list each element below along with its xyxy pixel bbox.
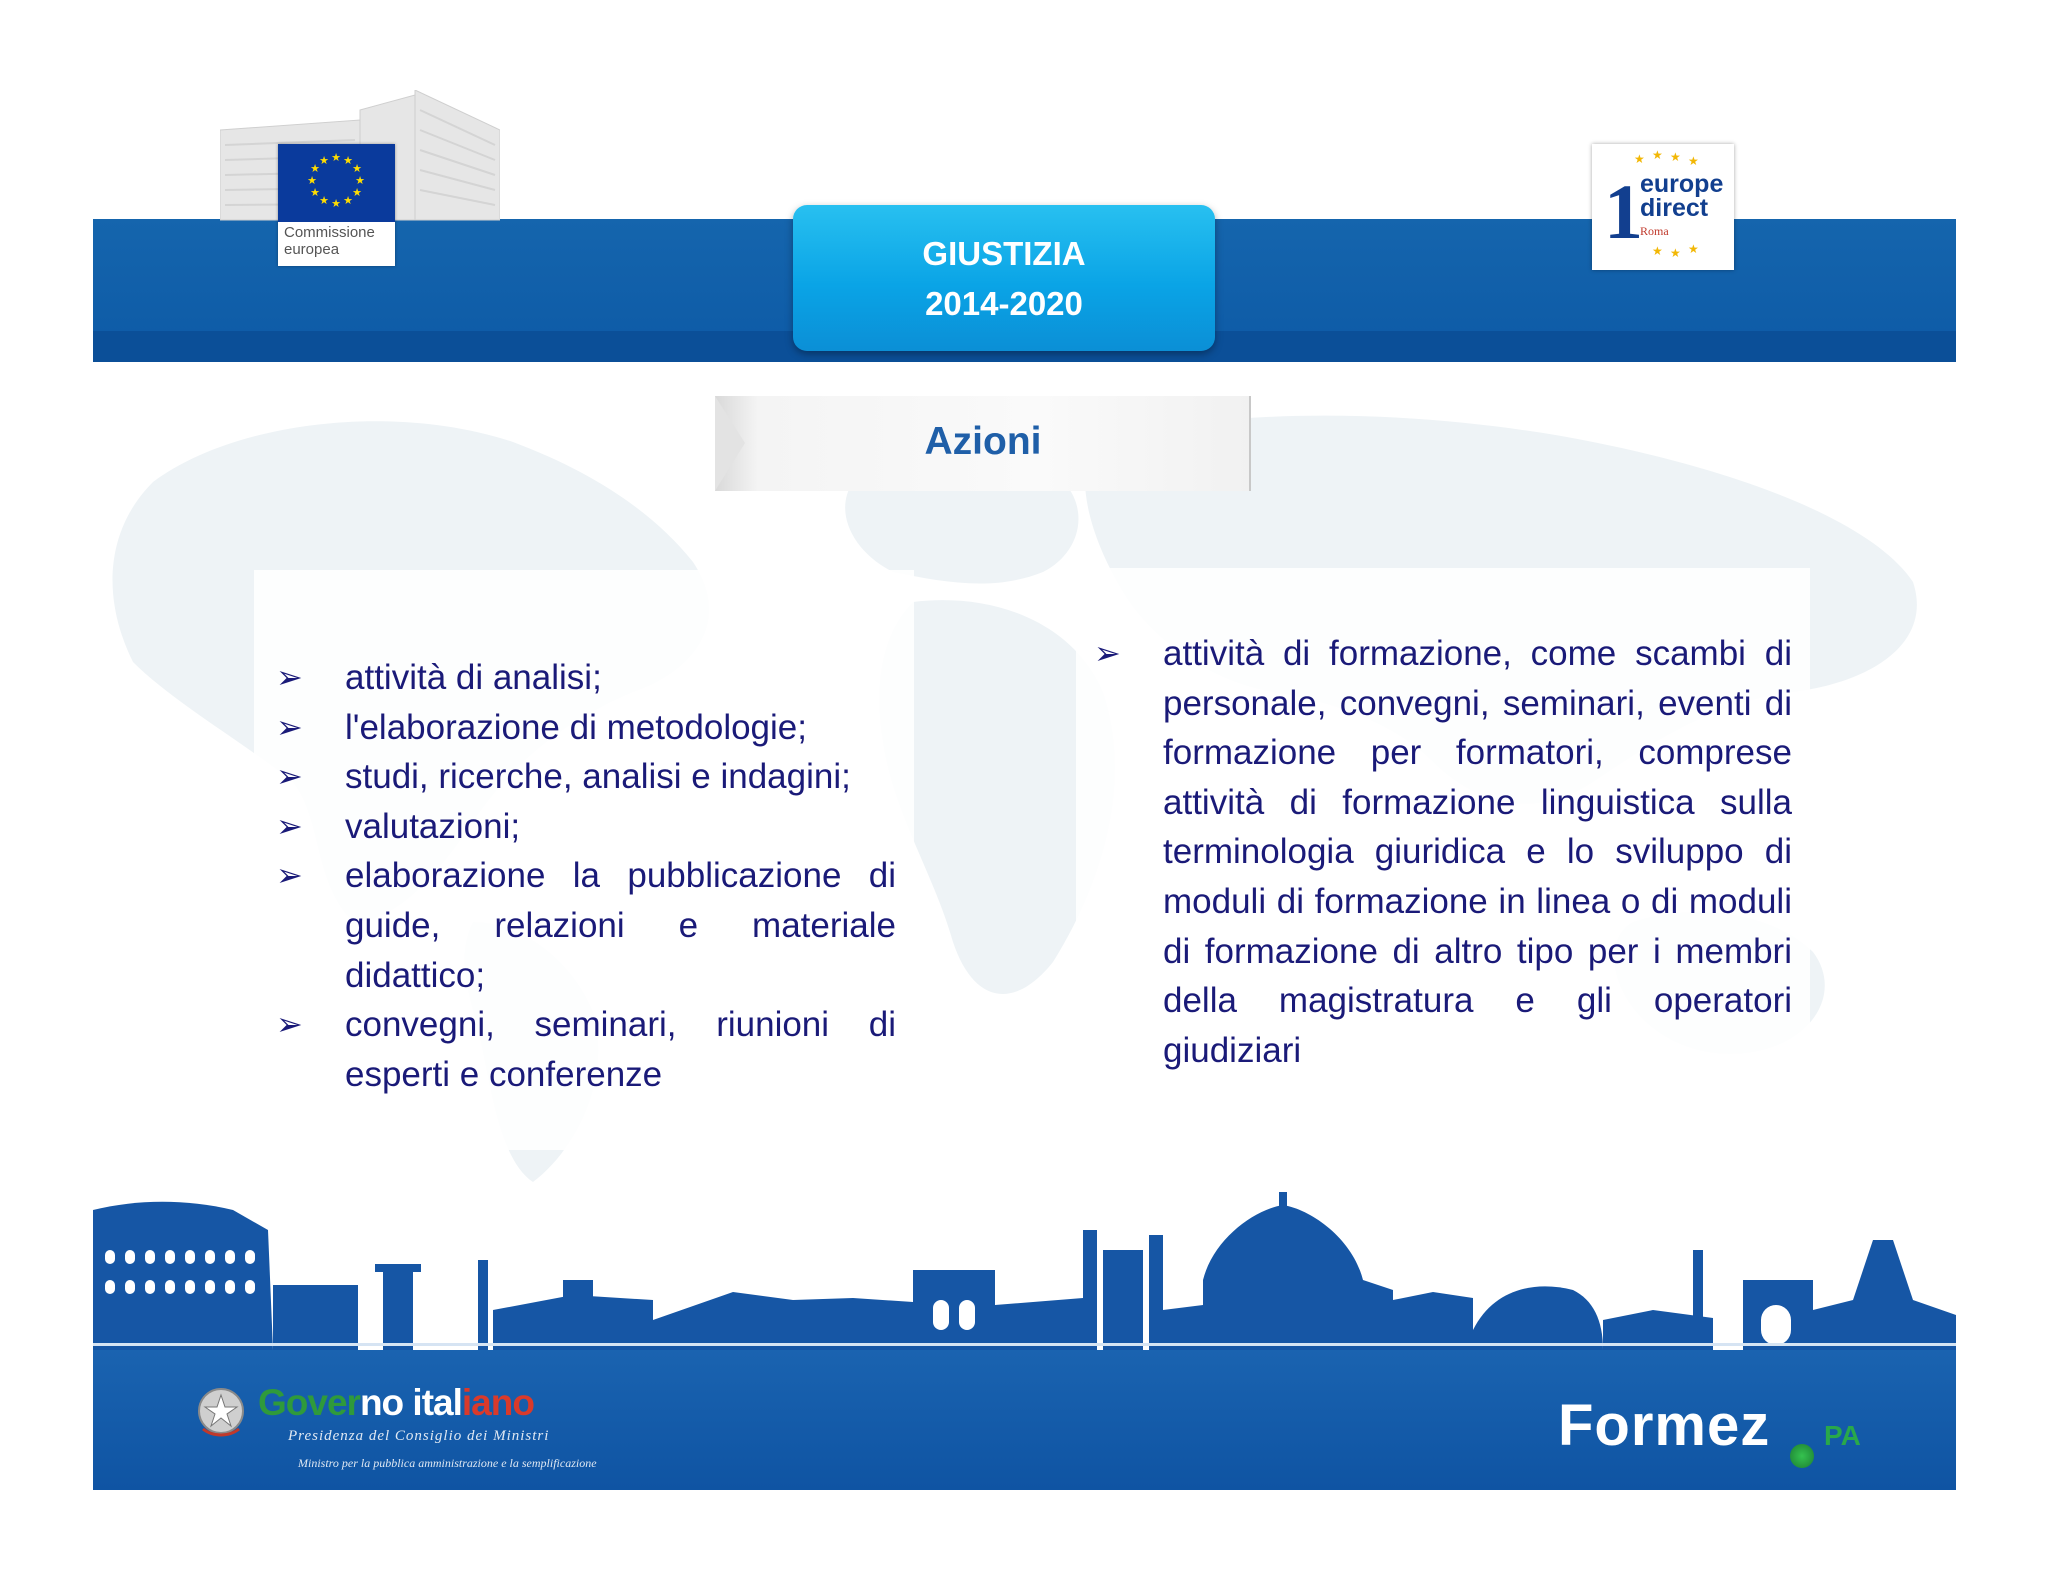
- star-icon: ★: [1652, 244, 1663, 258]
- left-action-list: [276, 653, 896, 1099]
- arrow-bullet-icon: ➢: [276, 807, 303, 844]
- europe-direct-city: Roma: [1640, 224, 1669, 238]
- star-icon: ★: [1670, 150, 1681, 164]
- title-line-1: GIUSTIZIA: [922, 235, 1086, 272]
- europe-direct-logo: [1592, 144, 1734, 270]
- list-item: [276, 703, 896, 753]
- list-item: [276, 653, 896, 703]
- arrow-bullet-icon: ➢: [1094, 635, 1121, 671]
- svg-text:★: ★: [319, 194, 329, 207]
- gov-subtitle-1: Presidenza del Consiglio dei Ministri: [288, 1428, 550, 1444]
- eu-flag-field: [278, 144, 395, 222]
- star-icon: ★: [1688, 242, 1699, 256]
- svg-text:★: ★: [310, 162, 320, 175]
- list-item: [276, 752, 896, 802]
- star-icon: ★: [1688, 154, 1699, 168]
- title-line-2: 2014-2020: [925, 285, 1083, 322]
- europe-direct-word-1: europe: [1640, 170, 1724, 198]
- europe-direct-one-glyph: 1: [1604, 168, 1643, 255]
- arrow-bullet-icon: ➢: [276, 758, 303, 795]
- gov-subtitle-2: Ministro per la pubblica amministrazione e la semplificazione: [298, 1456, 597, 1470]
- svg-text:★: ★: [319, 154, 329, 167]
- formez-logo-text: Formez: [1558, 1393, 1771, 1458]
- ec-logo-text: Commissione europea: [284, 224, 375, 258]
- arrow-bullet-icon: ➢: [276, 659, 303, 695]
- svg-text:★: ★: [352, 186, 362, 199]
- governo-italiano-logo-text: [258, 1382, 534, 1424]
- list-item: [276, 851, 896, 1000]
- svg-text:★: ★: [331, 151, 341, 164]
- section-title-tab: [715, 396, 1251, 491]
- list-item: [1094, 629, 1792, 1075]
- star-icon: ★: [1670, 246, 1681, 260]
- formez-dot-icon: [1790, 1444, 1814, 1468]
- arrow-bullet-icon: ➢: [276, 708, 303, 745]
- star-icon: ★: [1634, 152, 1645, 166]
- eu-flag-logo: [278, 144, 395, 266]
- europe-direct-word-2: direct: [1640, 194, 1709, 222]
- gov-title-green: Gover: [258, 1382, 360, 1423]
- right-action-list: [1094, 629, 1792, 1075]
- star-icon: ★: [1652, 148, 1663, 162]
- arrow-bullet-icon: ➢: [276, 1006, 303, 1043]
- svg-text:★: ★: [343, 154, 353, 167]
- list-item: [276, 1000, 896, 1099]
- list-item: [276, 802, 896, 852]
- svg-text:★: ★: [307, 174, 317, 187]
- list-item-text: elaborazione la pubblicazione di guide, relazioni e materiale didattico;: [345, 856, 896, 995]
- eu-stars-icon: [278, 144, 395, 222]
- svg-text:★: ★: [355, 174, 365, 187]
- list-item-text: valutazioni;: [345, 806, 521, 846]
- list-item-text: attività di analisi;: [345, 658, 602, 697]
- italian-republic-emblem-icon: [195, 1385, 247, 1439]
- list-item-text: studi, ricerche, analisi e indagini;: [345, 757, 851, 797]
- list-item-text: l'elaborazione di metodologie;: [345, 707, 807, 747]
- svg-text:★: ★: [343, 194, 353, 207]
- svg-text:★: ★: [331, 197, 341, 210]
- arrow-bullet-icon: ➢: [276, 857, 303, 894]
- formez-pa-text: PA: [1824, 1420, 1861, 1451]
- gov-title-red: iano: [461, 1382, 534, 1423]
- gov-title-white: no ital: [359, 1382, 462, 1423]
- list-item-text: convegni, seminari, riunioni di esperti e conferenze: [345, 1005, 896, 1094]
- section-title: Azioni: [924, 420, 1042, 463]
- footer-divider: [93, 1343, 1956, 1346]
- rome-skyline-graphic: [93, 1180, 1956, 1350]
- list-item-text: attività di formazione, come scambi di personale, convegni, seminari, eventi di formazione per formatori, comprese attività di formazione linguistica sulla terminologia giuridica e lo sviluppo di moduli di formazione in linea o di moduli di formazione di altro tipo per i membri della magistratura e gli operatori giudiziari: [1163, 634, 1792, 1070]
- svg-text:★: ★: [310, 186, 320, 199]
- title-box: [793, 205, 1215, 351]
- svg-text:★: ★: [352, 162, 362, 175]
